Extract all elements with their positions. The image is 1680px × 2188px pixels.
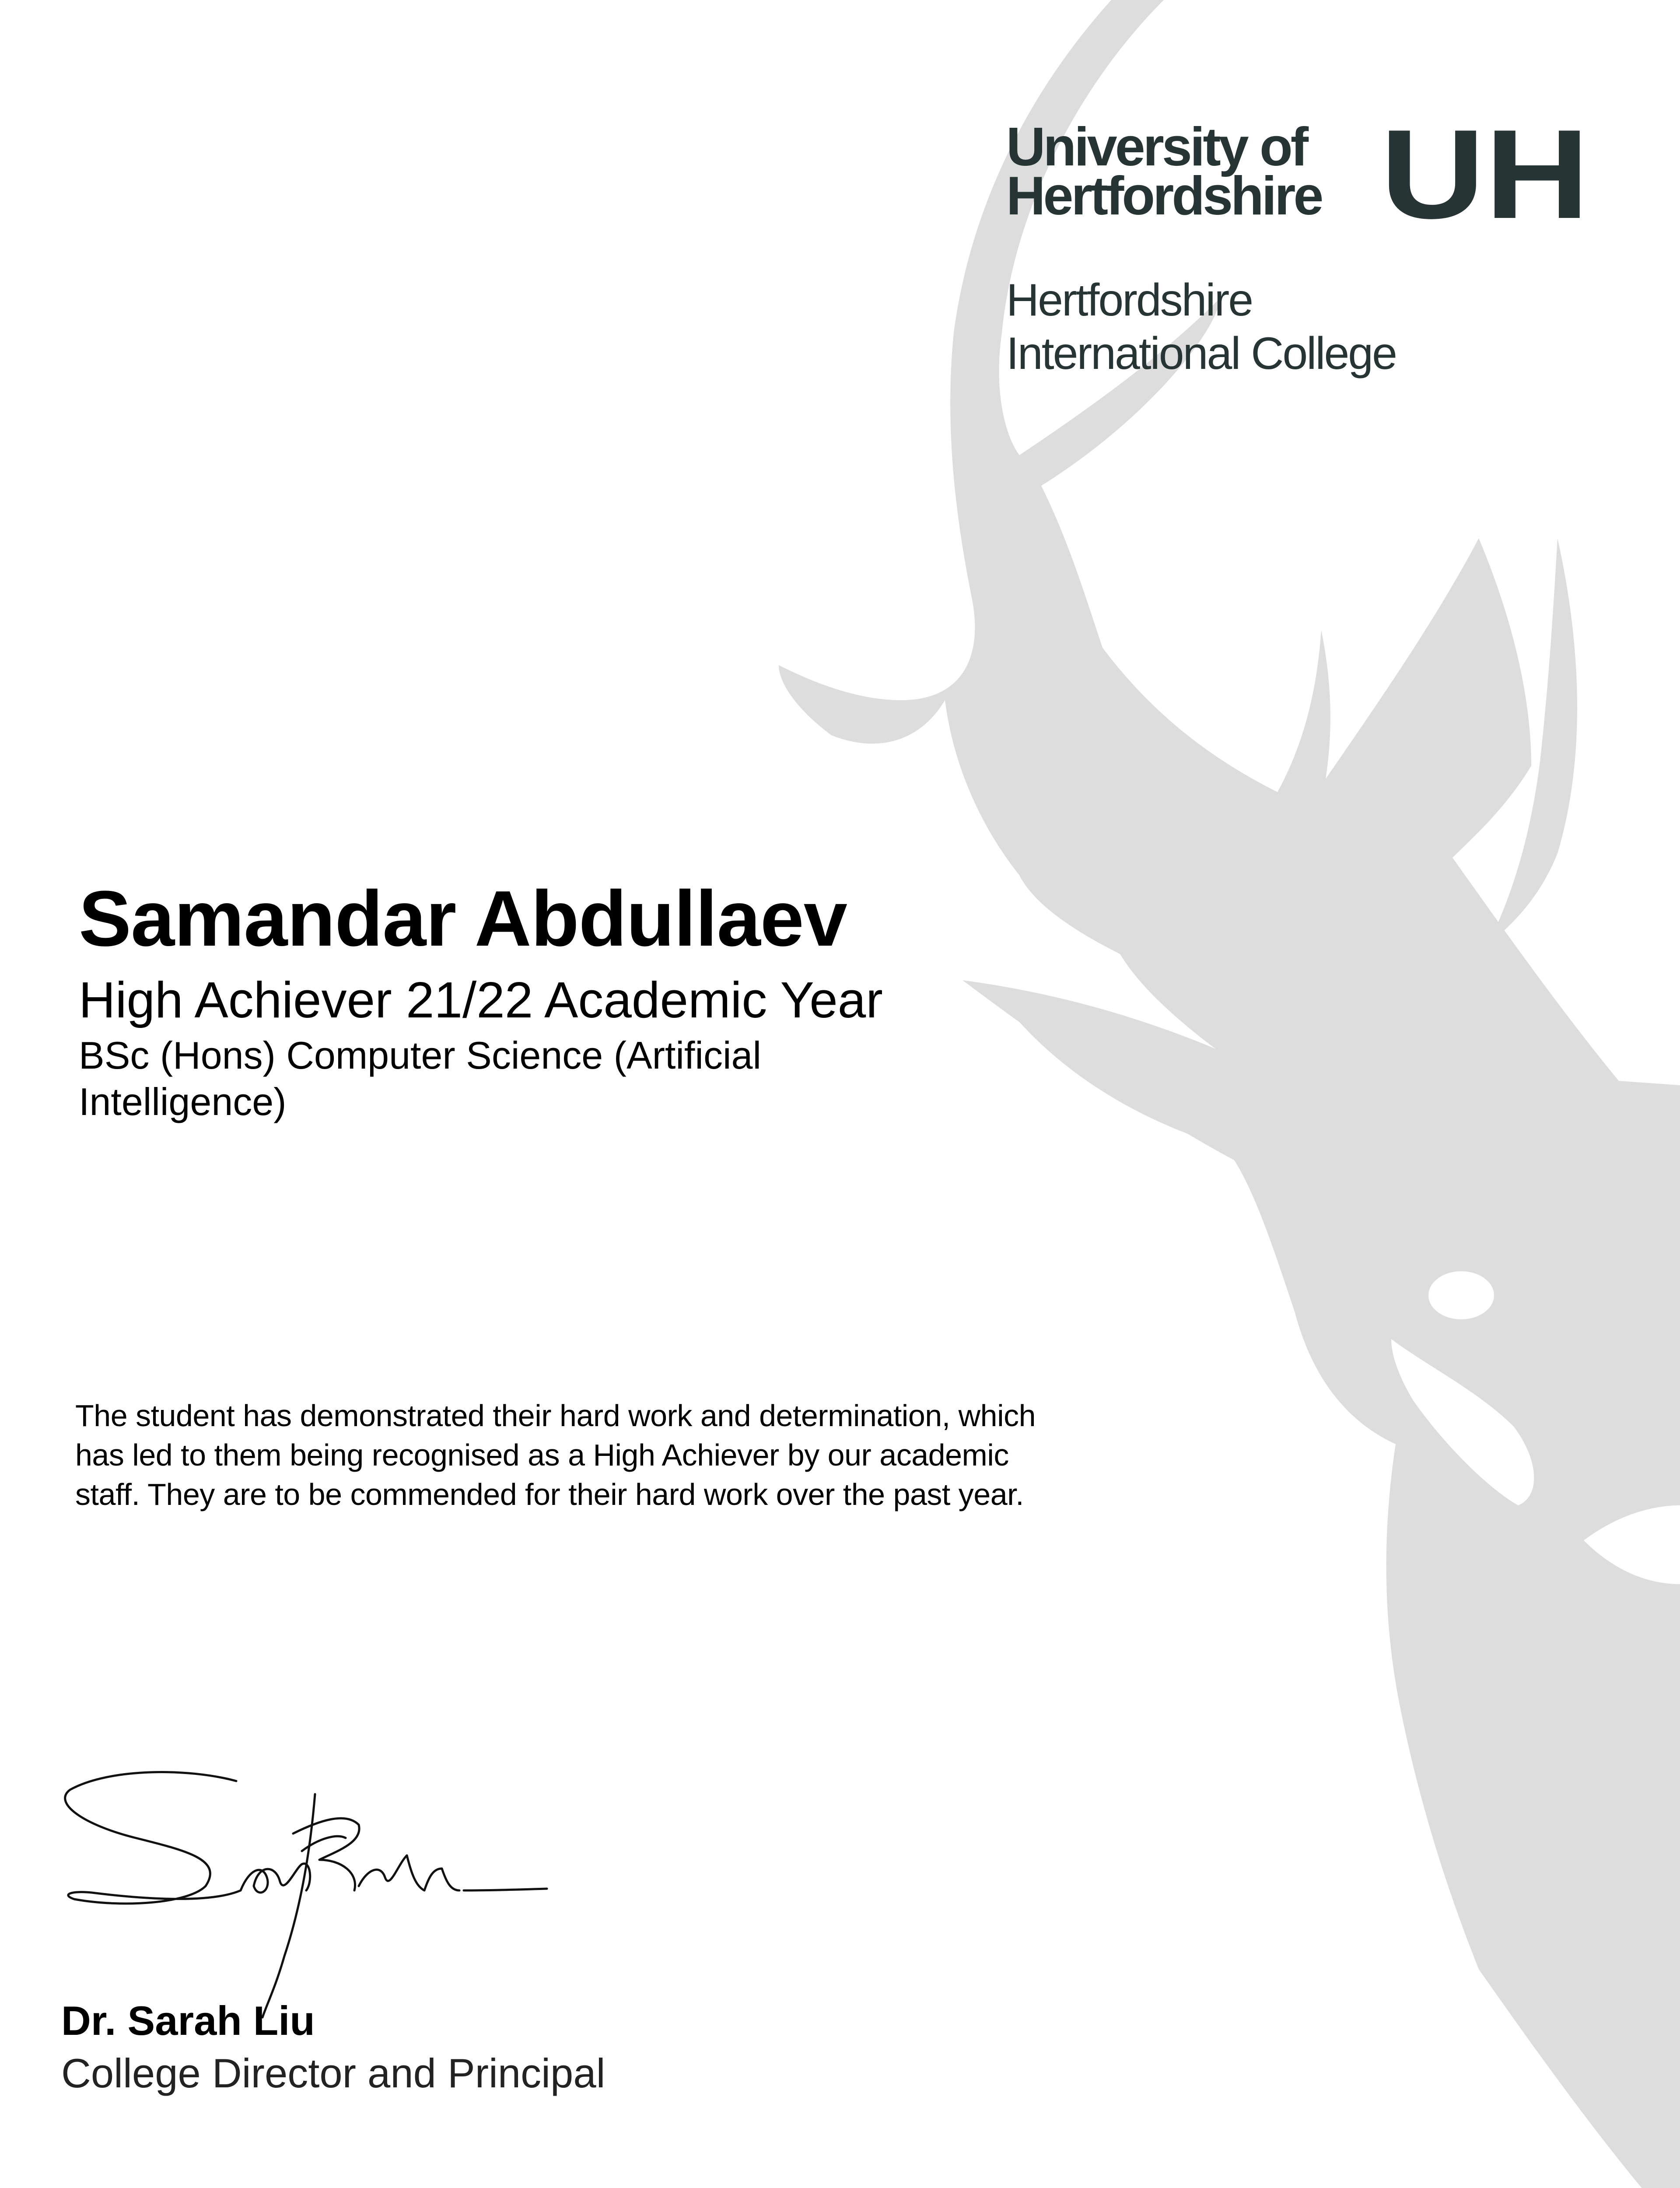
signatory-role: College Director and Principal: [61, 2050, 606, 2096]
college-name-line-2: International College: [1006, 328, 1396, 379]
signatory-name: Dr. Sarah Liu: [61, 1998, 315, 2044]
uh-monogram-text: UH: [1380, 127, 1589, 221]
university-logo: [1006, 117, 1592, 394]
award-title: High Achiever 21/22 Academic Year: [79, 971, 883, 1028]
handwritten-signature: [57, 1759, 560, 2022]
recipient-block: [79, 869, 998, 1125]
university-wordmark: [1006, 117, 1369, 226]
course-name: BSc (Hons) Computer Science (Artificial Intelligence): [79, 1034, 762, 1123]
college-name-line-1: Hertfordshire: [1006, 275, 1253, 326]
college-name: [1006, 274, 1396, 380]
citation-text: The student has demonstrated their hard work and determination, which has led to them being recognised as a High Achiever by our academic staff. They are to be commended for their hard work over the past year.: [75, 1399, 1036, 1511]
wordmark-line-2: Hertfordshire: [1006, 166, 1322, 226]
recipient-name: Samandar Abdullaev: [79, 875, 847, 963]
wordmark-line-1: University of: [1006, 117, 1307, 177]
uh-monogram-logo: [1380, 127, 1590, 221]
